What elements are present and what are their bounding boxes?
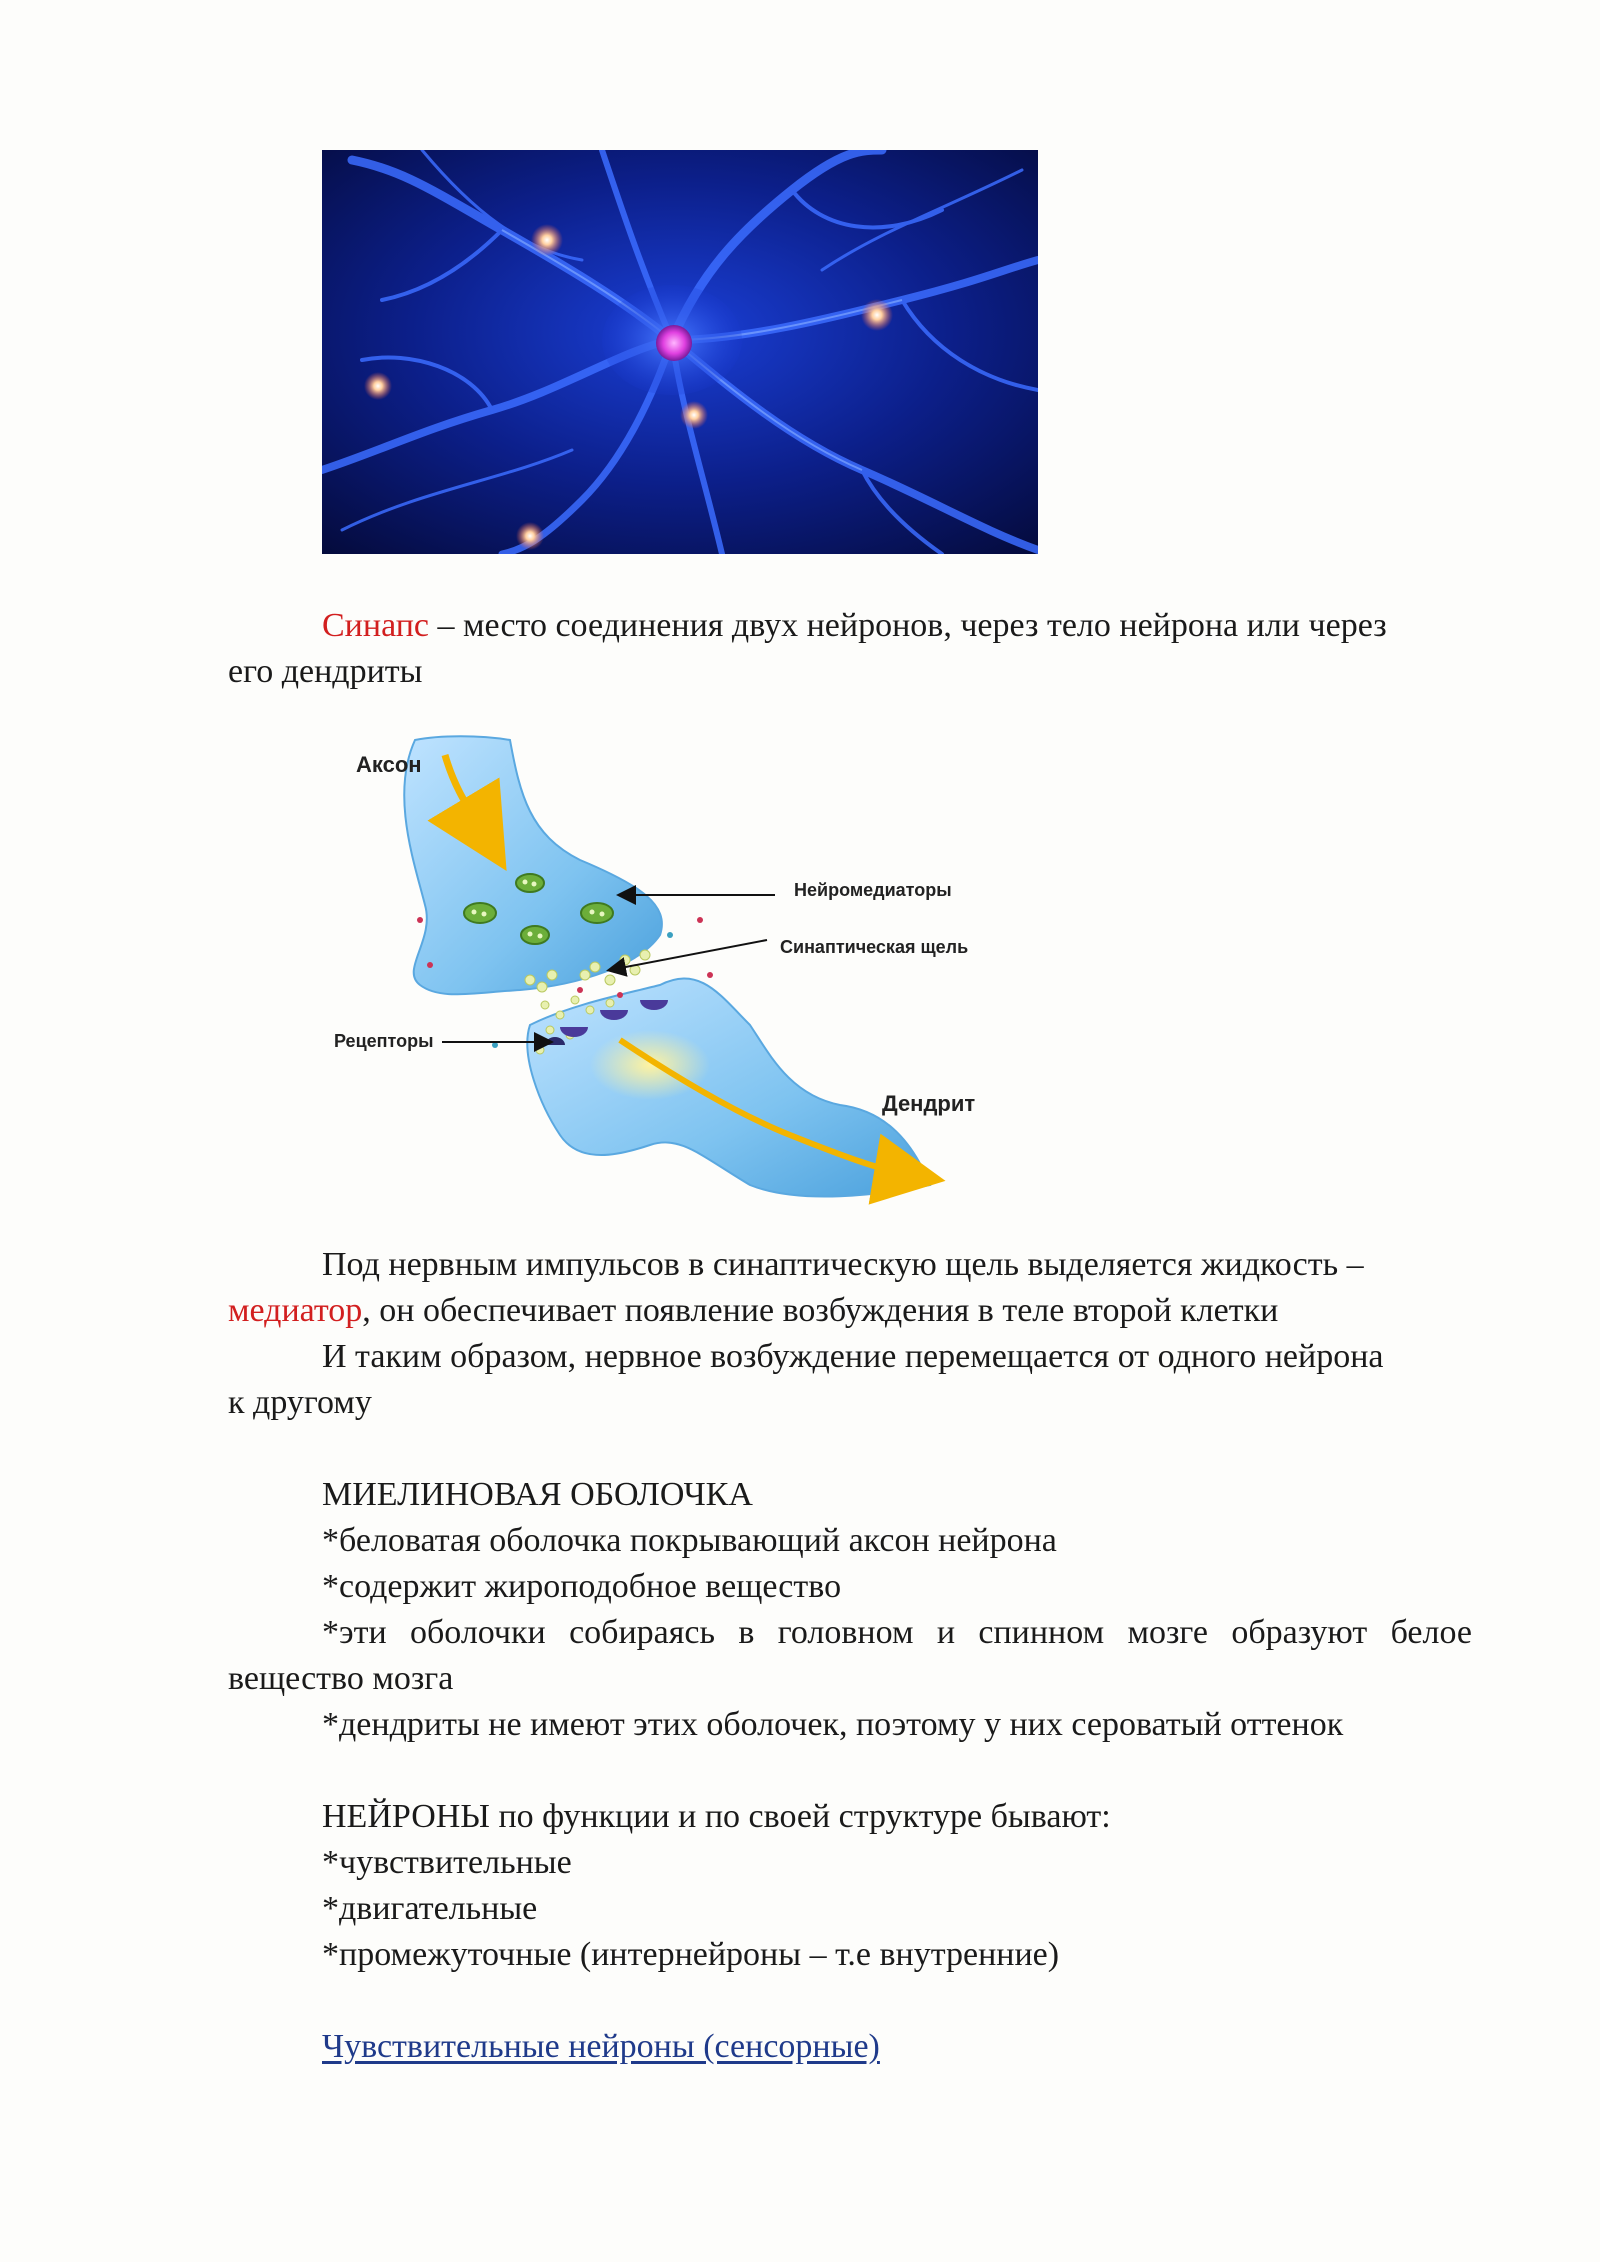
impulse-line2-text: , он обеспечивает появление возбуждения в теле второй клетки xyxy=(362,1292,1279,1329)
label-neurotransmitters: Нейромедиаторы xyxy=(794,880,952,900)
impulse-line4: к другому xyxy=(228,1384,372,1421)
synapse-diagram xyxy=(320,735,1000,1205)
synapse-term: Синапс xyxy=(322,607,429,644)
mediator-term: медиатор xyxy=(228,1292,363,1329)
myelin-heading: МИЕЛИНОВАЯ ОБОЛОЧКА xyxy=(322,1476,753,1513)
impulse-line3: И таким образом, нервное возбуждение перемещается от одного нейрона xyxy=(322,1338,1384,1375)
label-receptors: Рецепторы xyxy=(334,1031,434,1051)
synapse-definition-line2: его дендриты xyxy=(228,653,423,690)
myelin-item-1: *беловатая оболочка покрывающий аксон нейрона xyxy=(322,1522,1057,1559)
label-axon: Аксон xyxy=(356,752,422,777)
neuron-type-item: *двигательные xyxy=(322,1890,538,1927)
label-dendrite: Дендрит xyxy=(882,1091,976,1116)
neuron-type-item: *чувствительные xyxy=(322,1844,572,1881)
impulse-line1: Под нервным импульсов в синаптическую щель выделяется жидкость – xyxy=(322,1246,1364,1283)
myelin-item-3-line2: вещество мозга xyxy=(228,1660,454,1697)
myelin-item-2: *содержит жироподобное вещество xyxy=(322,1568,842,1605)
impulse-line2 xyxy=(228,1288,1278,1334)
sensory-neurons-link[interactable]: Чувствительные нейроны (сенсорные) xyxy=(322,2028,880,2065)
neuron-illustration xyxy=(322,150,1038,554)
synapse-definition-text: – место соединения двух нейронов, через тело нейрона или через xyxy=(429,607,1387,644)
neuron-type-item: *промежуточные (интернейроны – т.е внутренние) xyxy=(322,1936,1060,1973)
label-synaptic-cleft: Синаптическая щель xyxy=(780,937,969,957)
myelin-item-3-line1: *эти оболочки собираясь в головном и спинном мозге образуют белое xyxy=(322,1614,1472,1651)
synapse-definition-line1 xyxy=(322,603,1387,649)
neuron-types-heading: НЕЙРОНЫ по функции и по своей структуре бывают: xyxy=(322,1798,1111,1835)
myelin-item-4: *дендриты не имеют этих оболочек, поэтому у них сероватый оттенок xyxy=(322,1706,1344,1743)
